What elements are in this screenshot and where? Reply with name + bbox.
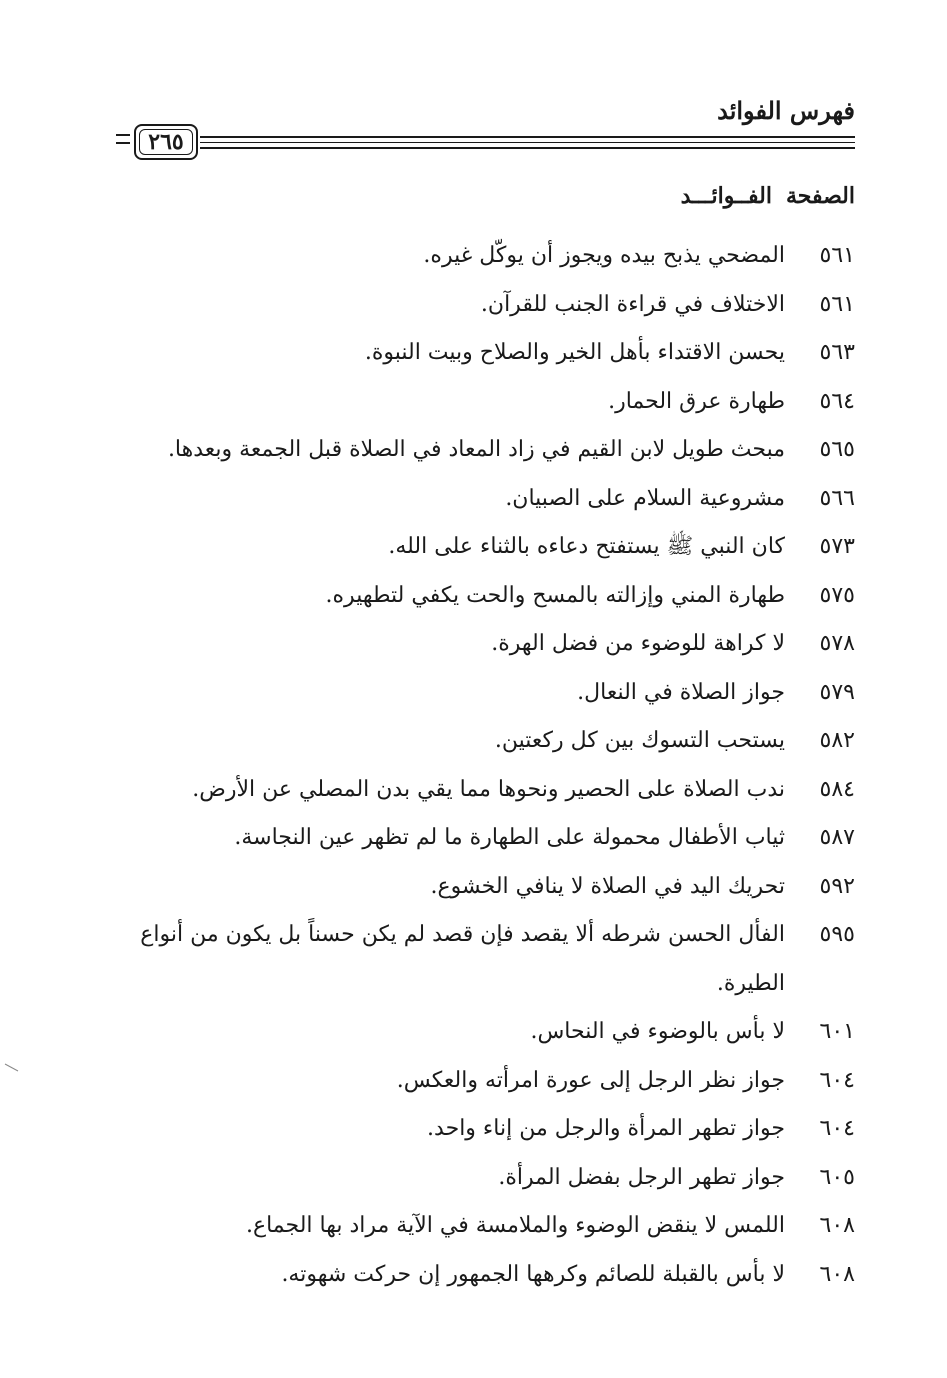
running-title: فهرس الفوائد [717,96,855,125]
entry-text: لا بأس بالقبلة للصائم وكرهها الجمهور إن حركت شهوته. [281,1261,785,1287]
index-entry [95,717,855,766]
page-number: ٢٦٥ [148,129,184,155]
entry-page: ٥٧٨ [819,631,855,656]
entry-text: ندب الصلاة على الحصير ونحوها مما يقي بدن المصلي عن الأرض. [192,776,785,802]
index-entry [95,523,855,572]
index-entry [95,766,855,815]
page-number-box [134,124,198,160]
entry-page: ٥٦٤ [819,388,855,414]
entry-text: جواز الصلاة في النعال. [577,679,785,705]
entry-text: اللمس لا ينقض الوضوء والملامسة في الآية مراد بها الجماع. [245,1213,785,1238]
index-entry [95,814,855,863]
index-entry [95,1105,855,1154]
index-entries [95,232,855,1299]
entry-page: ٥٦٥ [819,437,855,462]
entry-page: ٦٠١ [819,1019,855,1044]
entry-text: مشروعية السلام على الصبيان. [505,485,785,511]
entry-text: كان النبي ﷺ يستفتح دعاءه بالثناء على الله. [388,534,785,559]
entry-text: مبحث طويل لابن القيم في زاد المعاد في الصلاة قبل الجمعة وبعدها. [167,437,785,462]
header-rule-middle [200,142,855,143]
entry-page: ٥٨٤ [819,776,855,802]
entry-page: ٥٨٧ [819,825,855,850]
entry-page: ٥٩٥ [819,922,855,947]
entry-text: جواز تطهر الرجل بفضل المرأة. [498,1164,785,1190]
index-entry [95,620,855,669]
header-rule-top [200,136,855,138]
entry-text: طهارة المني وإزالته بالمسح والحت يكفي لتطهيره. [325,582,785,608]
entry-text: جواز نظر الرجل إلى عورة امرأته والعكس. [396,1067,785,1093]
entry-page: ٦٠٤ [819,1116,855,1141]
entry-page: ٥٦٦ [819,485,855,511]
entry-page: ٦٠٤ [819,1067,855,1093]
entry-page: ٥٧٣ [819,534,855,559]
entry-page: ٥٧٩ [819,679,855,705]
entry-text: جواز تطهر المرأة والرجل من إناء واحد. [427,1116,785,1141]
index-entry [95,378,855,427]
index-entry [95,1251,855,1300]
index-entry [95,426,855,475]
entry-text: تحريك اليد في الصلاة لا ينافي الخشوع. [430,873,785,899]
index-entry [95,475,855,524]
entry-page: ٦٠٥ [819,1164,855,1190]
entry-page: ٥٦١ [819,243,855,268]
index-entry [95,1202,855,1251]
column-header-page: الصفحة [785,183,855,209]
header-rule-bottom [200,147,855,149]
entry-text: الاختلاف في قراءة الجنب للقرآن. [480,291,785,317]
entry-page: ٥٦٣ [819,340,855,365]
entry-page: ٦٠٨ [819,1213,855,1238]
entry-text: المضحي يذبح بيده ويجوز أن يوكّل غيره. [423,243,785,268]
index-entry [95,863,855,912]
index-entry [95,572,855,621]
index-entry [95,281,855,330]
entry-page: ٥٦١ [819,291,855,317]
entry-page: ٥٩٢ [819,873,855,899]
index-entry [95,1154,855,1203]
column-header [681,183,855,209]
column-header-benefits: الفــوائـــد [680,183,772,209]
entry-page: ٥٧٥ [819,582,855,608]
entry-text: الفأل الحسن شرطه ألا يقصد فإن قصد لم يكن حسناً بل يكون من أنواع الطيرة. [140,922,785,996]
entry-text: طهارة عرق الحمار. [608,388,785,414]
entry-text: لا كراهة للوضوء من فضل الهرة. [491,631,785,656]
entry-page: ٦٠٨ [819,1261,855,1287]
entry-text: يحسن الاقتداء بأهل الخير والصلاح وبيت النبوة. [364,340,785,365]
index-entry [95,911,855,1008]
index-entry [95,1057,855,1106]
entry-page: ٥٨٢ [819,728,855,753]
entry-text: يستحب التسوك بين كل ركعتين. [494,728,785,753]
scan-artifact-mark [4,1063,20,1073]
entry-text: ثياب الأطفال محمولة على الطهارة ما لم تظهر عين النجاسة. [234,825,785,850]
index-entry [95,1008,855,1057]
index-entry [95,329,855,378]
entry-text: لا بأس بالوضوء في النحاس. [530,1019,785,1044]
index-entry [95,669,855,718]
header-end-ornament [116,134,130,148]
index-entry [95,232,855,281]
